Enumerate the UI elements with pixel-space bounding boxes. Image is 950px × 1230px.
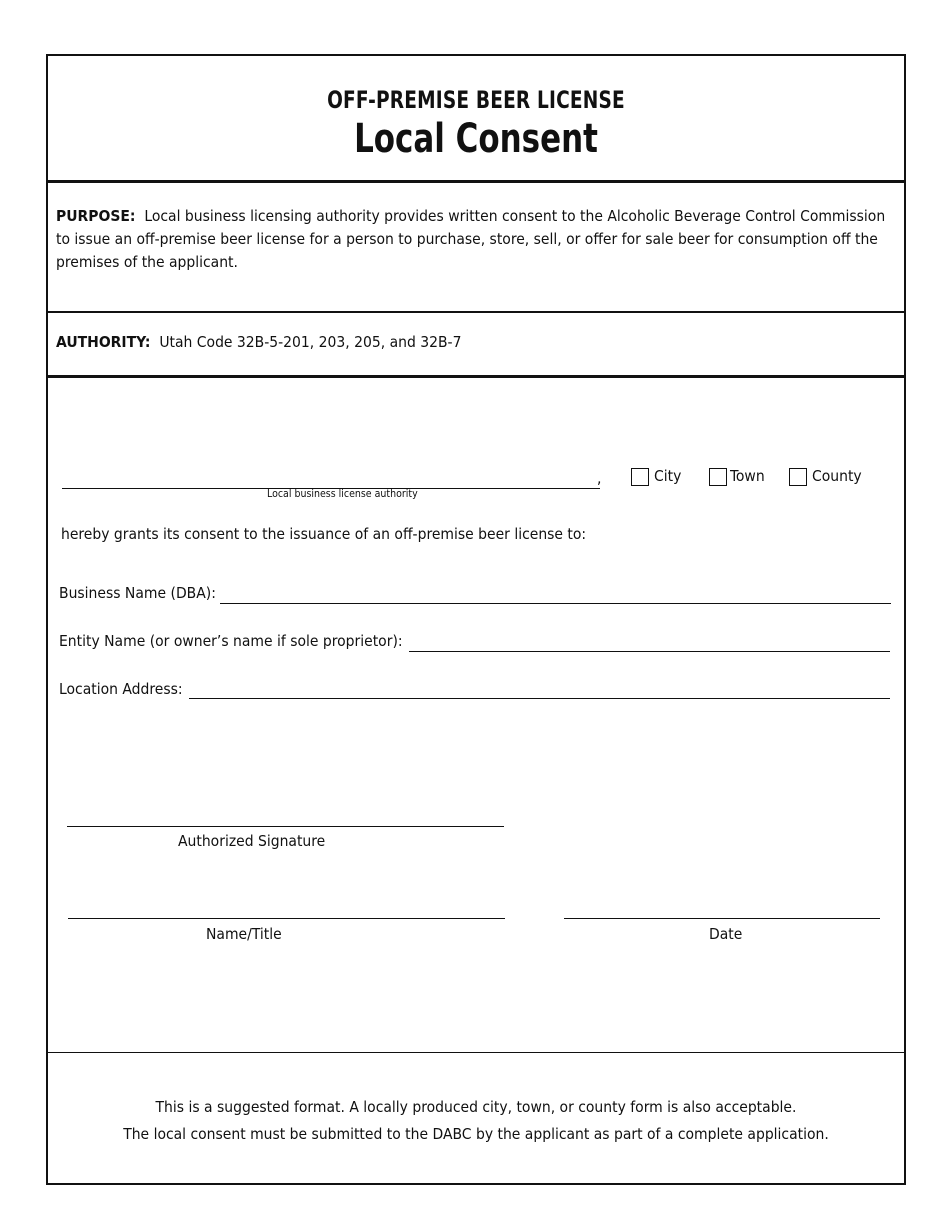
form-header [48, 56, 904, 183]
city-label: City [654, 467, 682, 485]
authorized-signature-line[interactable] [67, 826, 504, 827]
location-address-label: Location Address: [59, 680, 183, 698]
town-checkbox[interactable] [709, 468, 727, 486]
footer-line-2: The local consent must be submitted to the DABC by the applicant as part of a complete application. [123, 1125, 829, 1143]
form-subtitle: OFF-PREMISE BEER LICENSE [327, 86, 625, 114]
county-label: County [812, 467, 862, 485]
purpose-section [48, 183, 904, 313]
purpose-paragraph [56, 205, 891, 274]
purpose-label: PURPOSE: [56, 207, 136, 225]
grant-text: hereby grants its consent to the issuance of an off-premise beer license to: [61, 525, 587, 543]
entity-name-label: Entity Name (or owner’s name if sole proprietor): [59, 632, 403, 650]
entity-name-input[interactable] [409, 651, 890, 652]
form-title: Local Consent [354, 116, 598, 162]
county-checkbox[interactable] [789, 468, 807, 486]
authority-comma: , [597, 469, 602, 487]
authority-section [48, 313, 904, 378]
authority-paragraph [56, 333, 461, 351]
business-name-input[interactable] [220, 603, 891, 604]
authority-label: AUTHORITY: [56, 333, 151, 351]
purpose-text: Local business licensing authority provides written consent to the Alcoholic Beverage Control Commission to issue an off-premise beer license for a person to purchase, store, sell, or offer for sale beer for consumption off the premises of the applicant. [56, 207, 886, 271]
authorized-signature-label: Authorized Signature [178, 832, 326, 850]
local-authority-caption: Local business license authority [267, 488, 418, 500]
footer-section [48, 1052, 904, 1184]
name-title-label: Name/Title [206, 925, 282, 943]
footer-line-1: This is a suggested format. A locally produced city, town, or county form is also acceptable. [155, 1098, 797, 1116]
location-address-input[interactable] [189, 698, 890, 699]
date-label: Date [709, 925, 743, 943]
form-frame [46, 54, 906, 1185]
name-title-line[interactable] [68, 918, 505, 919]
city-checkbox[interactable] [631, 468, 649, 486]
town-label: Town [730, 467, 765, 485]
date-line[interactable] [564, 918, 880, 919]
business-name-label: Business Name (DBA): [59, 584, 216, 602]
authority-text: Utah Code 32B-5-201, 203, 205, and 32B-7 [159, 333, 462, 351]
